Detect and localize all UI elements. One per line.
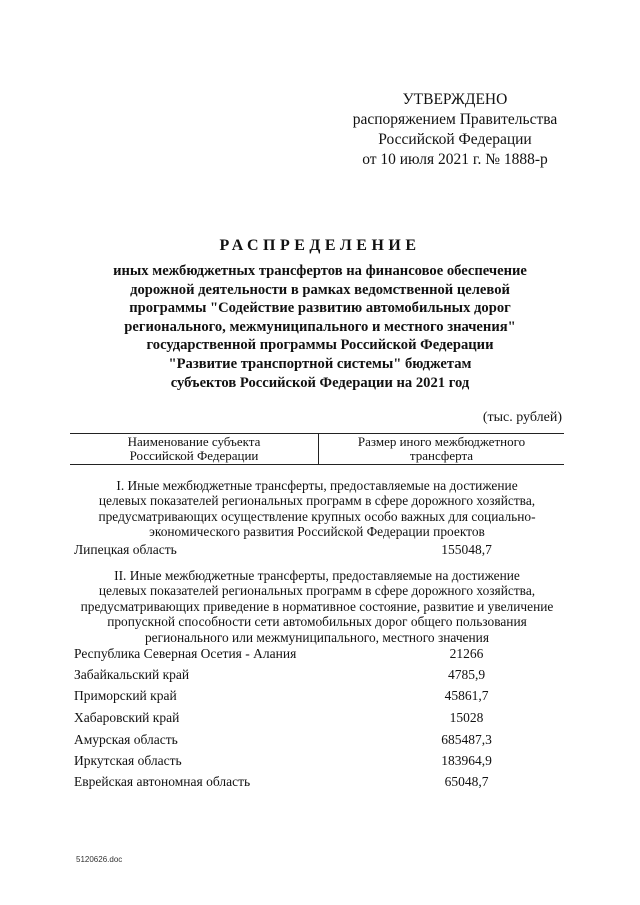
approval-order-line: распоряжением Правительства [352,111,558,128]
subtitle-line: дорожной деятельности в рамках ведомственной целевой [130,281,510,298]
region-name: Хабаровский край [74,710,180,725]
approval-date-number: от 10 июля 2021 г. № 1888-р [362,151,548,168]
subtitle-line: регионального, межмуниципального и местного значения" [124,318,516,335]
region-name: Республика Северная Осетия - Алания [74,646,297,661]
approval-heading: УТВЕРЖДЕНО [402,91,508,108]
section-heading-line: целевых показателей региональных программ в сфере дорожного хозяйства, [98,493,536,509]
subtitle-line: программы "Содействие развитию автомобильных дорог [129,300,511,317]
units-label: (тыс. рублей) [482,410,562,425]
subtitle-line: государственной программы Российской Федерации [146,337,494,354]
region-name: Липецкая область [74,542,177,557]
approval-block [340,90,570,170]
section-heading-line: предусматривающих приведение в нормативное состояние, развитие и увеличение [80,598,554,614]
column-header-line: Наименование субъекта [127,434,261,449]
section-heading-line: регионального или межмуниципального, местного значения [144,629,489,645]
region-name: Иркутская область [74,753,182,768]
table-row [74,751,564,771]
table-row [74,644,564,664]
subtitle-line: иных межбюджетных трансфертов на финансовое обеспечение [113,263,527,279]
column-header-amount [319,434,564,465]
region-name: Амурская область [74,732,178,747]
region-name: Забайкальский край [74,667,190,682]
region-name: Еврейская автономная область [74,774,251,789]
subtitle-line: субъектов Российской Федерации на 2021 год [170,374,470,391]
section-heading-1 [70,478,564,540]
table-row [74,772,564,792]
column-header-line: Размер иного межбюджетного [357,434,526,449]
region-name: Приморский край [74,688,177,703]
section-heading-line: предусматривающих осуществление крупных особо важных для социально- [98,508,536,524]
transfer-amount: 45861,7 [444,688,489,703]
table-row [74,665,564,685]
table-row [74,730,564,750]
section-heading-2 [70,568,564,645]
transfer-amount: 65048,7 [444,774,489,789]
table-row [74,708,564,728]
transfer-amount: 183964,9 [441,753,492,768]
column-header-region [70,434,319,465]
table-row [74,540,564,560]
transfer-amount: 21266 [449,646,484,661]
section-heading-line: экономического развития Российской Федерации проектов [149,524,485,540]
transfer-amount: 155048,7 [441,542,492,557]
document-title: РАСПРЕДЕЛЕНИЕ [219,237,421,254]
transfer-amount: 15028 [449,710,484,725]
transfer-amount: 4785,9 [447,667,486,682]
column-header-line: трансферта [409,448,474,463]
section-heading-line: II. Иные межбюджетные трансферты, предоставляемые на достижение [114,568,520,583]
table-row [74,686,564,706]
table-header [70,433,564,465]
section-heading-line: I. Иные межбюджетные трансферты, предоставляемые на достижение [116,478,518,493]
column-header-line: Российской Федерации [129,448,259,463]
section-heading-line: пропускной способности сети автомобильных дорог общего пользования [107,614,527,630]
section-heading-line: целевых показателей региональных программ в сфере дорожного хозяйства, [98,583,536,599]
approval-authority-line: Российской Федерации [378,131,532,148]
file-name-footer: 5120626.doc [76,855,123,864]
subtitle-line: "Развитие транспортной системы" бюджетам [168,355,472,372]
document-subtitle [80,262,560,392]
transfer-amount: 685487,3 [441,732,492,747]
